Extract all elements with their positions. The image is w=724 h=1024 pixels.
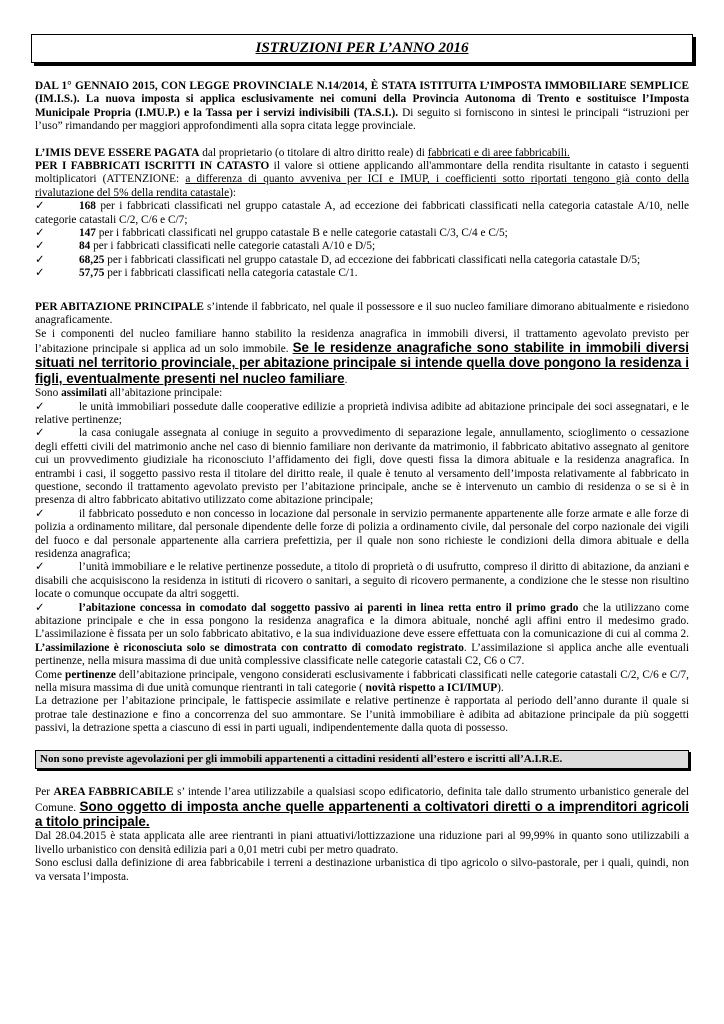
- list-item: [35, 254, 689, 267]
- list-item: [35, 267, 689, 280]
- list-item: [35, 508, 689, 562]
- list-item: [35, 240, 689, 253]
- multiplier-text: per i fabbricati classificati nelle categorie catastali A/10 e D/5;: [90, 240, 376, 253]
- check-icon: ✓: [35, 240, 45, 253]
- abitazione-text: s’intende il fabbricato, nel quale il possessore e il suo nucleo familiare dimorano abitualmente e risiedono anagraficamente.: [35, 300, 689, 327]
- aire-notice: Non sono previste agevolazioni per gli immobili appartenenti a cittadini residenti all’estero e iscritti all’A.I.R.E.: [35, 750, 689, 769]
- assim-pre: Sono: [35, 387, 62, 400]
- list-item: [35, 227, 689, 240]
- intro-text: Di seguito si forniscono in sintesi le principali “istruzioni per l’uso” rimandando per maggiori approfondimenti alla sopra citata legge provinciale.: [35, 106, 689, 133]
- multiplier-value: 57,75: [79, 267, 105, 280]
- catasto-text: il valore si ottiene applicando all'ammontare della rendita risultante in catasto i seguenti moltiplicatori (ATTENZIONE:: [35, 160, 689, 186]
- assim-item-text: il fabbricato posseduto e non concesso in locazione dal personale in servizio permanente appartenente alle forze armate e alle forze di polizia a ordinamento militare, dal personale dipendente delle forze di polizia a ordinamento civile, dal personale del corpo nazionale dei vigili del fuoco e dal personale appartenente alla carriera prefettizia, per il quale non sono richieste le condizioni della dimora abituale e della residenza anagrafica;: [35, 507, 689, 560]
- residenza-highlight: Se le residenze anagrafiche sono stabilite in immobili diversi situati nel territorio provinciale, per abitazione principale si intende quella dove pongono la residenza i figli, eventualmente presenti nel nucleo familiare: [35, 339, 689, 386]
- list-item: [35, 561, 689, 601]
- check-icon: ✓: [35, 601, 45, 614]
- multiplier-value: 84: [79, 240, 91, 253]
- area-bold: AREA FABBRICABILE: [53, 786, 174, 799]
- payer-underlined: fabbricati e di aree fabbricabili.: [427, 146, 570, 159]
- check-icon: ✓: [35, 267, 45, 280]
- residenza-paragraph: [35, 328, 689, 388]
- title-box: [31, 34, 693, 63]
- pert-end: ).: [497, 682, 504, 695]
- catasto-end: ):: [229, 186, 237, 199]
- multiplier-value: 168: [79, 200, 96, 213]
- multiplier-list: [35, 200, 689, 280]
- multiplier-value: 68,25: [79, 253, 105, 266]
- comodato-text: che la utilizzano come abitazione principale e che in essa pongono la residenza anagrafica e la dimora abituale, nonché agli affini entro il medesimo grado. L’assimilazione è fissata per un solo fabbricato abitativo, e la sua individuazione deve essere effettuata con la comunicazione di cui al comma 2.: [35, 601, 689, 641]
- list-item: [35, 200, 689, 227]
- assimilati-list: [35, 401, 689, 669]
- pert-bold: pertinenze: [65, 668, 116, 681]
- pert-pre: Come: [35, 668, 66, 681]
- assim-item-text: l’unità immobiliare e le relative pertinenze possedute, a titolo di proprietà o di usufrutto, compreso il diritto di abitazione, da anziani e disabili che acquisiscono la residenza in istituti di ricovero o sanitari, a seguito di ricovero permanente, a condizione che le stesse non risultino locate o comunque occupate da altri soggetti.: [35, 561, 689, 601]
- pert-bold-2: novità rispetto a ICI/IMUP: [365, 682, 498, 695]
- list-item: [35, 602, 689, 669]
- residenza-end: .: [344, 373, 348, 386]
- intro-paragraph: [35, 80, 689, 134]
- riduzione-paragraph: Dal 28.04.2015 è stata applicata alle aree rientranti in piani attuativi/lottizzazione una riduzione pari al 99,99% in quanto sono utilizzabili a livello urbanistico con densità edilizia pari a 0,01 metri cubi per metro quadrato.: [35, 830, 689, 856]
- check-icon: ✓: [35, 507, 45, 520]
- area-text: s’ intende l’area utilizzabile a qualsiasi scopo edificatorio, definita tale dallo strumento urbanistico generale del Comune.: [35, 786, 689, 814]
- catasto-paragraph: [35, 160, 689, 200]
- check-icon: ✓: [35, 200, 45, 213]
- multiplier-text: per i fabbricati classificati nel gruppo catastale A, ad eccezione dei fabbricati classificati nella categoria catastale A/10, nelle categorie catastali C/2, C/6 e C/7;: [35, 200, 689, 226]
- list-item: [35, 427, 689, 507]
- esclusi-paragraph: Sono esclusi dalla definizione di area fabbricabile i terreni a destinazione urbanistica di tipo agricolo o silvo-pastorale, per i quali, quindi, non va versata l’imposta.: [35, 857, 689, 883]
- pertinenze-paragraph: [35, 669, 689, 696]
- payer-bold: L’IMIS DEVE ESSERE PAGATA: [35, 146, 200, 159]
- multiplier-value: 147: [79, 227, 96, 240]
- list-item: [35, 401, 689, 428]
- catasto-underlined: a differenza di quanto avveniva per ICI e IMUP, i coefficienti sotto riportati tengono già conto della rivalutazione del 5% della rendita catastale: [35, 173, 690, 199]
- catasto-bold: PER I FABBRICATI ISCRITTI IN CATASTO: [35, 160, 270, 173]
- check-icon: ✓: [35, 227, 45, 240]
- abitazione-paragraph: [35, 301, 689, 328]
- area-highlight: Sono oggetto di imposta anche quelle appartenenti a coltivatori diretti o a imprenditori agricoli a titolo principale.: [35, 798, 689, 829]
- check-icon: ✓: [35, 253, 45, 266]
- abitazione-bold: PER ABITAZIONE PRINCIPALE: [35, 300, 204, 313]
- comodato-bold-2: L’assimilazione è riconosciuta solo se dimostrata con contratto di comodato registrato: [35, 641, 464, 654]
- multiplier-text: per i fabbricati classificati nella categoria catastale C/1.: [104, 267, 358, 280]
- intro-bold: DAL 1° GENNAIO 2015, CON LEGGE PROVINCIALE N.14/2014, È STATA ISTITUITA L’IMPOSTA IMMOBILIARE SEMPLICE (IM.I.S.). La nuova imposta si applica esclusivamente nei comuni della Provincia Autonoma di Trento e sostituisce l’Imposta Municipale Propria (I.MU.P.) e la Tassa per i servizi indivisibili (TA.S.I.).: [35, 80, 689, 119]
- area-paragraph: [35, 786, 689, 830]
- page-title: ISTRUZIONI PER L’ANNO 2016: [255, 39, 469, 56]
- multiplier-text: per i fabbricati classificati nel gruppo catastale B e nelle categorie catastali C/3, C/4 e C/5;: [95, 227, 508, 240]
- assim-item-text: le unità immobiliari possedute dalle cooperative edilizie a proprietà indivisa adibite ad abitazione principale dei soci assegnatari, e le relative pertinenze;: [35, 400, 689, 426]
- payer-text: dal proprietario (o titolare di altro diritto reale) di: [199, 146, 428, 159]
- area-pre: Per: [35, 786, 54, 799]
- assim-post: all’abitazione principale:: [106, 387, 223, 400]
- comodato-bold: l’abitazione concessa in comodato dal soggetto passivo ai parenti in linea retta entro il primo grado: [79, 601, 579, 614]
- residenza-text: Se i componenti del nucleo familiare hanno stabilito la residenza anagrafica in immobili diversi, il trattamento agevolato previsto per l’abitazione principale si applica ad un solo immobile.: [35, 327, 689, 355]
- check-icon: ✓: [35, 400, 45, 413]
- comodato-text-2: . L’assimilazione si applica anche alle eventuali pertinenze, nella misura massima di due unità complessive classificate nelle categorie catastali C2, C6 o C7.: [35, 641, 689, 668]
- check-icon: ✓: [35, 427, 45, 440]
- check-icon: ✓: [35, 561, 45, 574]
- detrazione-paragraph: La detrazione per l’abitazione principale, le fattispecie assimilate e relative pertinenze è rapportata al periodo dell’anno durante il quale si protrae tale destinazione e fino a concorrenza del suo ammontare. Se l’unità immobiliare è adibita ad abitazione principale da più soggetti passivi, la detrazione spetta a ciascuno di essi in parti uguali, indipendentemente dalla quota di possesso.: [35, 695, 689, 735]
- multiplier-text: per i fabbricati classificati nel gruppo catastale D, ad eccezione dei fabbricati classificati nella categoria catastale D/5;: [104, 253, 641, 266]
- pert-text: dell’abitazione principale, vengono considerati esclusivamente i fabbricati classificati nelle categorie catastali C/2, C/6 e C/7, nella misura massima di due unità comunque rientranti in tali categorie (: [35, 668, 690, 695]
- payer-paragraph: [35, 147, 689, 160]
- assim-item-text: la casa coniugale assegnata al coniuge in seguito a provvedimento di separazione legale, annullamento, scioglimento o cessazione degli effetti civili del matrimonio anche nel caso di biennio familiare non derivante da matrimonio, il fabbricato abitativo assegnato al genitore cui un provvedimento giudiziale ha riconosciuto l’affidamento dei figli, dove questi fissa la dimora abituale e la residenza anagrafica. In entrambi i casi, il soggetto passivo resta il titolare del diritto reale, il quale è tenuto al versamento dell’imposta relativamente al fabbricato in questione, secondo il trattamento agevolato previsto per l’abitazione principale, anche se è intervenuto un cambio di residenza o se si è in presenza di altro fabbricato abitativo utilizzato come abitazione principale;: [35, 427, 689, 507]
- assimilati-heading: [35, 387, 689, 400]
- document-body: [35, 80, 689, 884]
- assim-bold: assimilati: [61, 387, 107, 400]
